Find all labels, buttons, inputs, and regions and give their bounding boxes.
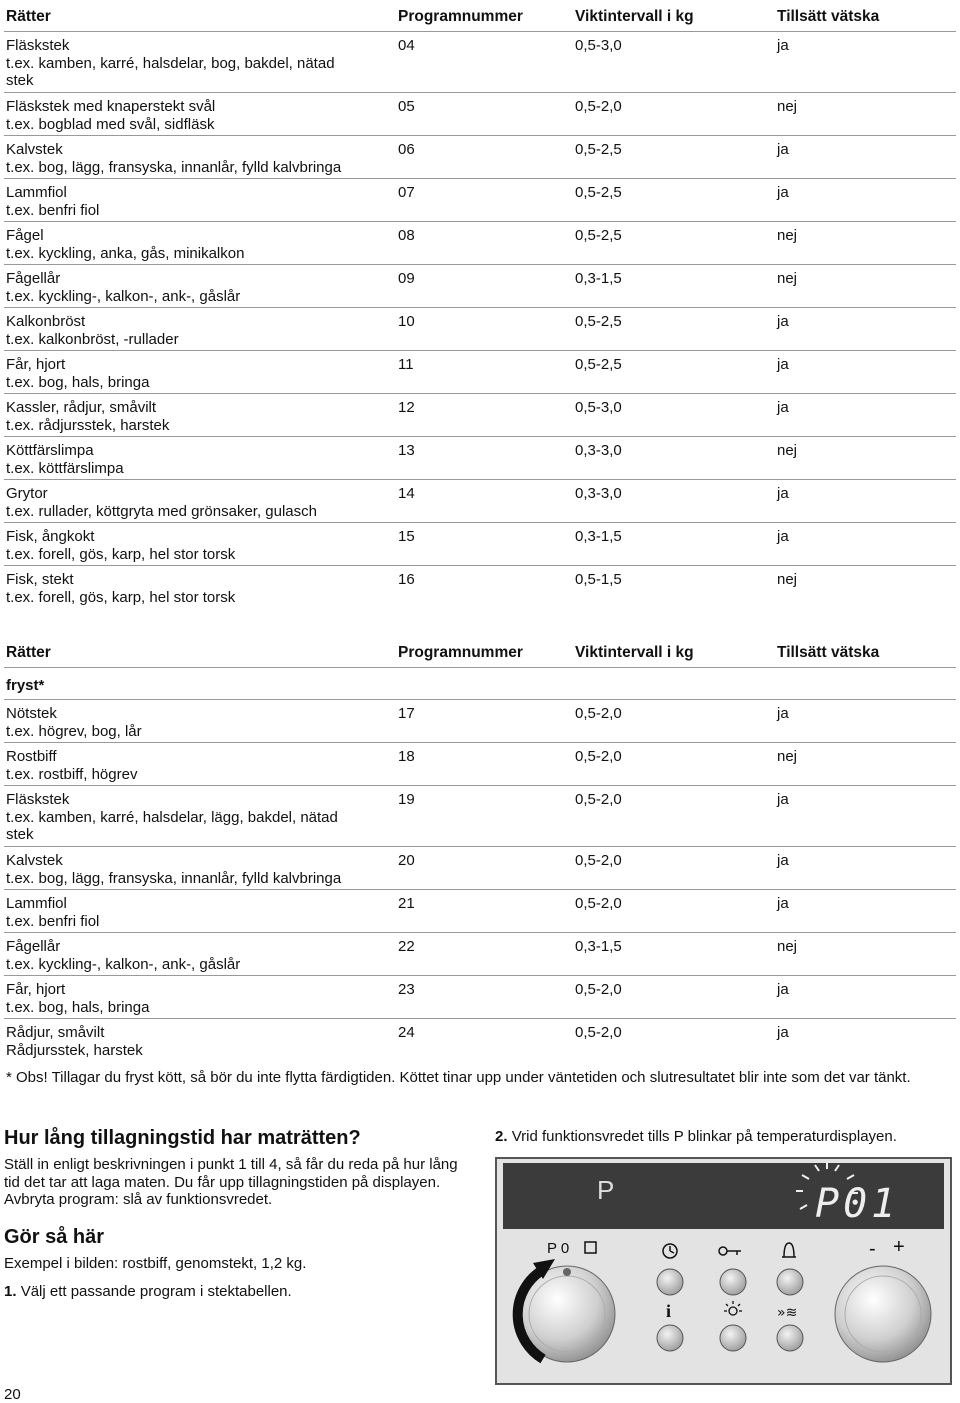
program-cell: 17 xyxy=(398,705,415,722)
fast-heat-icon: »≋ xyxy=(777,1305,798,1321)
table-row xyxy=(4,394,956,437)
weight-cell: 0,5-2,0 xyxy=(575,895,622,912)
dish-cell xyxy=(6,356,391,391)
program-cell: 10 xyxy=(398,313,415,330)
step-1-text: Välj ett passande program i stektabellen. xyxy=(20,1283,292,1300)
program-cell: 24 xyxy=(398,1024,415,1041)
dish-line: Lammfiol xyxy=(6,895,67,912)
table-header xyxy=(4,0,956,32)
weight-cell: 0,5-2,0 xyxy=(575,705,622,722)
dish-line: t.ex. rullader, köttgryta med grönsaker, gulasch xyxy=(6,502,317,520)
program-cell: 12 xyxy=(398,399,415,416)
dish-line: Kalkonbröst xyxy=(6,313,86,330)
liquid-cell: nej xyxy=(777,227,798,244)
liquid-cell: nej xyxy=(777,748,798,765)
liquid-cell: ja xyxy=(777,852,789,869)
table-row xyxy=(4,32,956,93)
table-row xyxy=(4,523,956,566)
table-row xyxy=(4,1019,956,1062)
dish-line: t.ex. kalkonbröst, -rullader xyxy=(6,330,179,348)
table-row xyxy=(4,93,956,136)
liquid-cell: nej xyxy=(777,442,798,459)
dish-cell xyxy=(6,981,391,1016)
dish-cell xyxy=(6,37,391,90)
dish-line: Fågellår xyxy=(6,938,61,955)
liquid-cell: ja xyxy=(777,791,789,808)
header-weight: Viktintervall i kg xyxy=(575,8,694,25)
roast-table-frozen xyxy=(4,636,956,1062)
dish-cell xyxy=(6,938,391,973)
weight-cell: 0,3-1,5 xyxy=(575,938,622,955)
weight-cell: 0,3-3,0 xyxy=(575,485,622,502)
program-cell: 16 xyxy=(398,571,415,588)
liquid-cell: ja xyxy=(777,184,789,201)
liquid-cell: nej xyxy=(777,571,798,588)
dish-cell xyxy=(6,313,391,348)
dish-cell xyxy=(6,227,391,262)
header-weight: Viktintervall i kg xyxy=(575,644,694,661)
weight-cell: 0,5-2,5 xyxy=(575,184,622,201)
dish-line: Köttfärslimpa xyxy=(6,442,94,459)
liquid-cell: ja xyxy=(777,399,789,416)
display-right-text: P01 xyxy=(815,1181,900,1227)
liquid-cell: ja xyxy=(777,1024,789,1041)
table-row xyxy=(4,308,956,351)
header-liquid: Tillsätt vätska xyxy=(777,8,880,25)
section-title-cooking-time: Hur lång tillagningstid har maträtten? xyxy=(4,1127,361,1149)
oven-control-panel xyxy=(495,1157,952,1385)
weight-cell: 0,5-2,0 xyxy=(575,1024,622,1041)
weight-cell: 0,5-3,0 xyxy=(575,399,622,416)
dish-line: t.ex. bog, lägg, fransyska, innanlår, fylld kalvbringa xyxy=(6,869,342,887)
liquid-cell: ja xyxy=(777,356,789,373)
dish-cell xyxy=(6,1024,391,1059)
weight-cell: 0,5-2,0 xyxy=(575,852,622,869)
dish-cell xyxy=(6,895,391,930)
dish-line: Fågel xyxy=(6,227,44,244)
dish-cell xyxy=(6,270,391,305)
table-row xyxy=(4,222,956,265)
dish-line: Får, hjort xyxy=(6,356,66,373)
weight-cell: 0,5-2,5 xyxy=(575,313,622,330)
dish-line: stek xyxy=(6,72,34,90)
page-number: 20 xyxy=(4,1386,21,1403)
dish-line: t.ex. bog, lägg, fransyska, innanlår, fylld kalvbringa xyxy=(6,158,342,176)
header-program: Programnummer xyxy=(398,8,523,25)
step-2-text: Vrid funktionsvredet tills P blinkar på temperaturdisplayen. xyxy=(511,1128,897,1145)
dish-line: t.ex. kyckling-, kalkon-, ank-, gåslår xyxy=(6,955,241,973)
weight-cell: 0,5-2,0 xyxy=(575,981,622,998)
section-title-how-to: Gör så här xyxy=(4,1226,105,1248)
dish-cell xyxy=(6,852,391,887)
step-2-number: 2. xyxy=(495,1128,508,1145)
step-1-number: 1. xyxy=(4,1283,17,1300)
panel-illustration xyxy=(497,1159,950,1383)
dish-line: Får, hjort xyxy=(6,981,66,998)
step-1 xyxy=(4,1283,292,1301)
weight-cell: 0,5-1,5 xyxy=(575,571,622,588)
weight-cell: 0,5-2,0 xyxy=(575,791,622,808)
weight-cell: 0,3-1,5 xyxy=(575,528,622,545)
program-cell: 19 xyxy=(398,791,415,808)
dish-line: t.ex. bog, hals, bringa xyxy=(6,998,150,1016)
example-text: Exempel i bilden: rostbiff, genomstekt, 1,2 kg. xyxy=(4,1255,307,1272)
liquid-cell: ja xyxy=(777,705,789,722)
program-cell: 07 xyxy=(398,184,415,201)
dish-line: t.ex. forell, gös, karp, hel stor torsk xyxy=(6,588,236,606)
dish-line: stek xyxy=(6,826,34,844)
program-cell: 06 xyxy=(398,141,415,158)
dish-line: t.ex. rådjursstek, harstek xyxy=(6,416,170,434)
liquid-cell: nej xyxy=(777,98,798,115)
dish-line: Fisk, ångkokt xyxy=(6,528,95,545)
liquid-cell: nej xyxy=(777,270,798,287)
program-cell: 05 xyxy=(398,98,415,115)
dish-line: t.ex. kyckling, anka, gås, minikalkon xyxy=(6,244,245,262)
info-button[interactable] xyxy=(657,1325,683,1351)
dish-line: t.ex. kamben, karré, halsdelar, bog, bakdel, nätad xyxy=(6,54,335,72)
dish-cell xyxy=(6,485,391,520)
table-row xyxy=(4,890,956,933)
dish-line: t.ex. benfri fiol xyxy=(6,201,100,219)
weight-cell: 0,5-2,0 xyxy=(575,748,622,765)
dish-cell xyxy=(6,399,391,434)
liquid-cell: ja xyxy=(777,895,789,912)
table-row xyxy=(4,847,956,890)
program-cell: 21 xyxy=(398,895,415,912)
dish-line: Rådjursstek, harstek xyxy=(6,1041,143,1059)
dish-line: Rostbiff xyxy=(6,748,57,765)
dish-cell xyxy=(6,528,391,563)
table-row xyxy=(4,976,956,1019)
liquid-cell: nej xyxy=(777,938,798,955)
dish-line: t.ex. högrev, bog, lår xyxy=(6,722,142,740)
dish-line: Kalvstek xyxy=(6,852,63,869)
dish-line: Rådjur, småvilt xyxy=(6,1024,105,1041)
dish-line: Kassler, rådjur, småvilt xyxy=(6,399,157,416)
table-row xyxy=(4,786,956,847)
key-icon xyxy=(719,1247,727,1255)
weight-cell: 0,5-2,5 xyxy=(575,227,622,244)
dish-cell xyxy=(6,98,391,133)
dish-line: t.ex. bog, hals, bringa xyxy=(6,373,150,391)
dish-cell xyxy=(6,141,391,176)
liquid-cell: ja xyxy=(777,37,789,54)
dish-cell xyxy=(6,184,391,219)
weight-cell: 0,5-2,0 xyxy=(575,98,622,115)
table-row xyxy=(4,265,956,308)
header-program: Programnummer xyxy=(398,644,523,661)
program-cell: 23 xyxy=(398,981,415,998)
header-liquid: Tillsätt vätska xyxy=(777,644,880,661)
table-header xyxy=(4,636,956,668)
dish-cell xyxy=(6,442,391,477)
program-cell: 09 xyxy=(398,270,415,287)
table-row xyxy=(4,743,956,786)
table-row xyxy=(4,437,956,480)
dish-line: t.ex. kyckling-, kalkon-, ank-, gåslår xyxy=(6,287,241,305)
table-row xyxy=(4,933,956,976)
weight-cell: 0,3-1,5 xyxy=(575,270,622,287)
light-icon xyxy=(724,1301,742,1315)
program-cell: 15 xyxy=(398,528,415,545)
info-icon: i xyxy=(666,1301,672,1321)
plus-sign: + xyxy=(893,1236,905,1258)
dish-line: t.ex. rostbiff, högrev xyxy=(6,765,138,783)
dish-line: Fisk, stekt xyxy=(6,571,74,588)
dish-line: Lammfiol xyxy=(6,184,67,201)
light-button[interactable] xyxy=(720,1325,746,1351)
table-row xyxy=(4,179,956,222)
dish-line: t.ex. forell, gös, karp, hel stor torsk xyxy=(6,545,236,563)
dish-line: t.ex. bogblad med svål, sidfläsk xyxy=(6,115,215,133)
dish-cell xyxy=(6,571,391,606)
temperature-knob[interactable] xyxy=(835,1266,931,1362)
frozen-group-label: fryst* xyxy=(4,668,956,700)
bell-icon xyxy=(782,1243,796,1257)
minus-sign: - xyxy=(869,1238,876,1260)
weight-cell: 0,5-2,5 xyxy=(575,141,622,158)
dish-line: Fågellår xyxy=(6,270,61,287)
liquid-cell: ja xyxy=(777,313,789,330)
square-icon xyxy=(585,1242,596,1253)
display-left-text: P xyxy=(597,1175,615,1205)
dish-line: Fläskstek xyxy=(6,37,70,54)
table-row xyxy=(4,351,956,394)
table-row xyxy=(4,480,956,523)
cooking-time-text: Ställ in enligt beskrivningen i punkt 1 till 4, så får du reda på hur lång tid det tar att laga maten. Du får upp tillagningstiden på displayen. Avbryta program: slå av funktionsvredet. xyxy=(4,1156,458,1209)
dish-line: Kalvstek xyxy=(6,141,63,158)
header-dishes: Rätter xyxy=(6,644,51,661)
dish-line: t.ex. benfri fiol xyxy=(6,912,100,930)
roast-table-fresh xyxy=(4,0,956,612)
program-cell: 13 xyxy=(398,442,415,459)
program-cell: 14 xyxy=(398,485,415,502)
liquid-cell: ja xyxy=(777,981,789,998)
dish-line: Nötstek xyxy=(6,705,57,722)
program-cell: 18 xyxy=(398,748,415,765)
frozen-note: * Obs! Tillagar du fryst kött, så bör du inte flytta färdigtiden. Köttet tinar upp under väntetiden och slutresultatet blir inte som det var tänkt. xyxy=(6,1069,911,1086)
step-2 xyxy=(495,1128,897,1146)
liquid-cell: ja xyxy=(777,528,789,545)
childlock-button[interactable] xyxy=(720,1269,746,1295)
dish-line: t.ex. köttfärslimpa xyxy=(6,459,124,477)
program-cell: 11 xyxy=(398,356,414,373)
dish-line: t.ex. kamben, karré, halsdelar, lägg, bakdel, nätad xyxy=(6,808,338,826)
program-cell: 04 xyxy=(398,37,415,54)
dish-line: Fläskstek xyxy=(6,791,70,808)
alarm-button[interactable] xyxy=(777,1269,803,1295)
weight-cell: 0,3-3,0 xyxy=(575,442,622,459)
program-cell: 20 xyxy=(398,852,415,869)
dish-cell xyxy=(6,748,391,783)
liquid-cell: ja xyxy=(777,141,789,158)
program-cell: 22 xyxy=(398,938,415,955)
program-cell: 08 xyxy=(398,227,415,244)
weight-cell: 0,5-2,5 xyxy=(575,356,622,373)
knob-label-p0: P 0 xyxy=(547,1240,570,1257)
fast-heat-button[interactable] xyxy=(777,1325,803,1351)
dish-line: Grytor xyxy=(6,485,48,502)
weight-cell: 0,5-3,0 xyxy=(575,37,622,54)
table-row xyxy=(4,566,956,612)
table-row xyxy=(4,700,956,743)
dish-line: Fläskstek med knaperstekt svål xyxy=(6,98,216,115)
liquid-cell: ja xyxy=(777,485,789,502)
table-row xyxy=(4,136,956,179)
header-dishes: Rätter xyxy=(6,8,51,25)
timer-button[interactable] xyxy=(657,1269,683,1295)
dish-cell xyxy=(6,705,391,740)
dish-cell xyxy=(6,791,391,844)
